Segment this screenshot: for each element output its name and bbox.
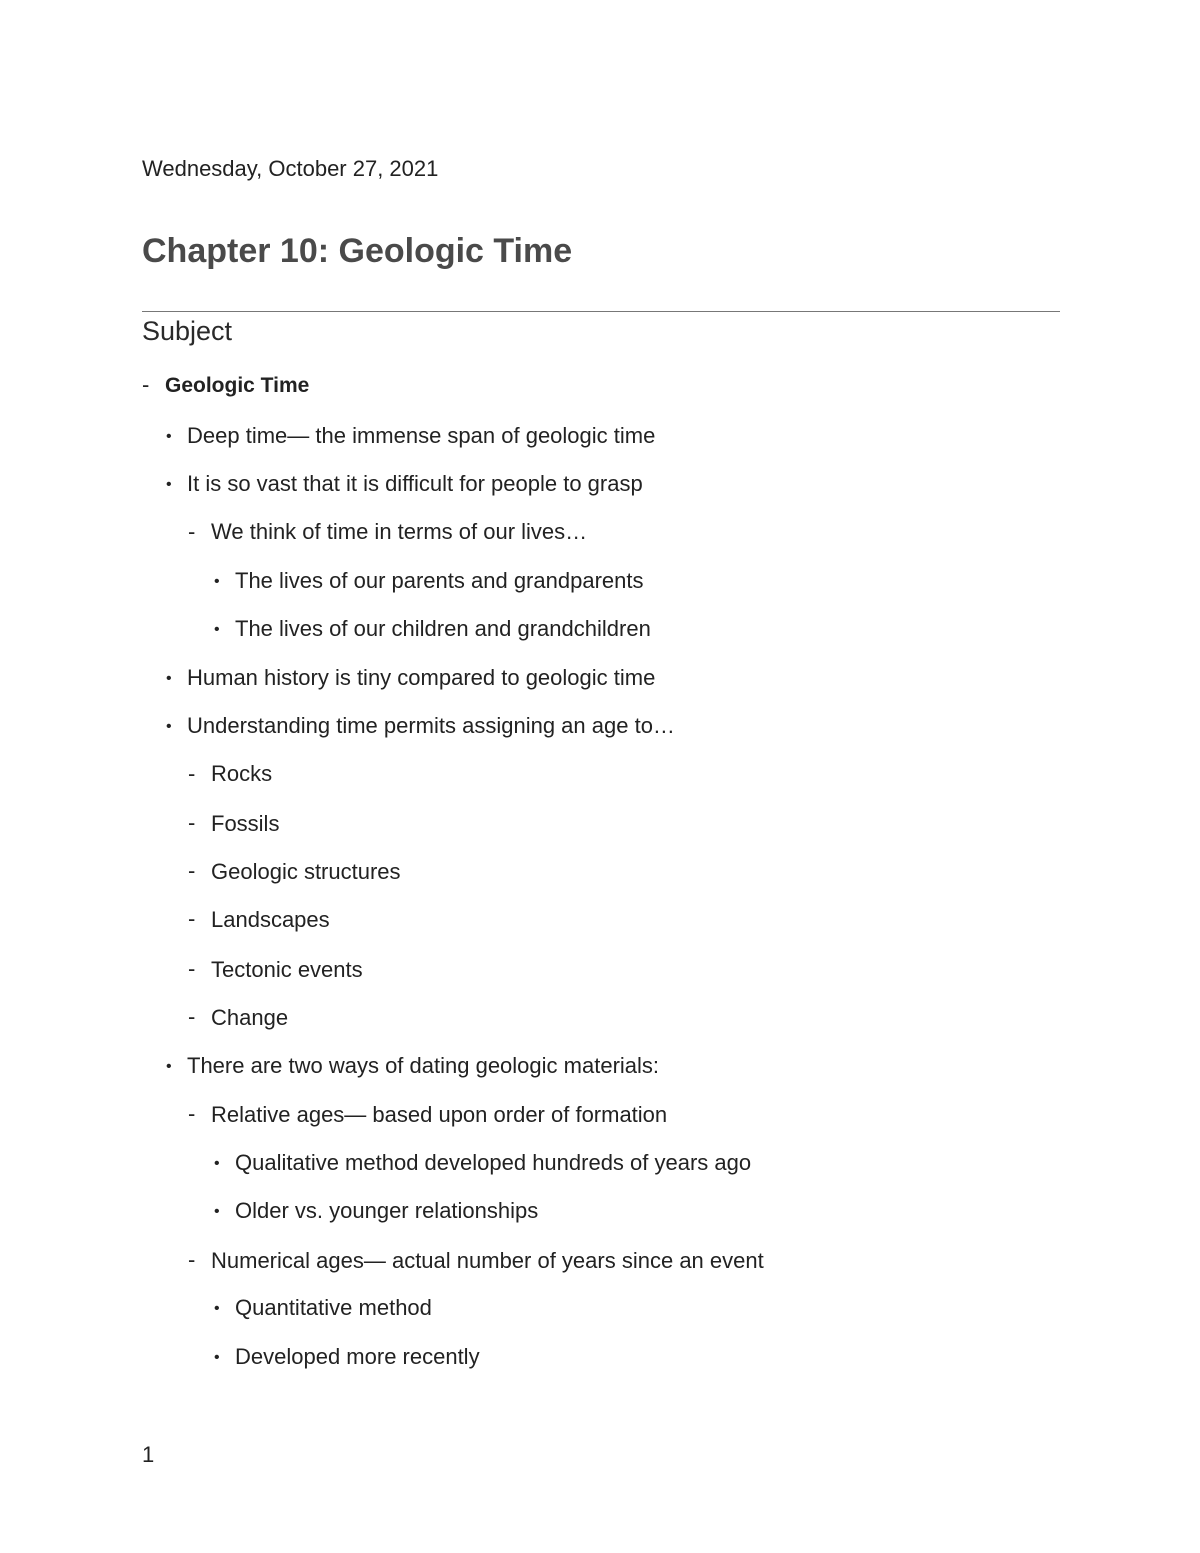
dash-marker: - xyxy=(188,858,196,883)
dash-marker: - xyxy=(188,906,196,931)
outline-item: The lives of our children and grandchildren xyxy=(235,616,651,641)
dash-marker: - xyxy=(188,956,196,981)
dash-marker: - xyxy=(188,519,196,544)
dash-marker: - xyxy=(188,761,196,786)
bullet-marker: • xyxy=(214,621,220,638)
note-date: Wednesday, October 27, 2021 xyxy=(142,156,439,181)
bullet-marker: • xyxy=(214,573,220,590)
outline-item: Qualitative method developed hundreds of years ago xyxy=(235,1150,752,1175)
outline-item: Geologic Time xyxy=(165,374,310,397)
dash-marker: - xyxy=(188,810,196,835)
bullet-marker: • xyxy=(166,670,172,687)
bullet-marker: • xyxy=(214,1155,220,1172)
outline-item: Developed more recently xyxy=(235,1344,480,1369)
outline-item: It is so vast that it is difficult for people to grasp xyxy=(187,471,643,496)
bullet-marker: • xyxy=(214,1203,220,1220)
dash-marker: - xyxy=(188,1101,196,1126)
outline-item: Understanding time permits assigning an age to… xyxy=(187,713,675,738)
outline-item: The lives of our parents and grandparents xyxy=(235,568,644,593)
outline-item: Change xyxy=(211,1005,289,1030)
outline-item: There are two ways of dating geologic materials: xyxy=(187,1053,660,1078)
bullet-marker: • xyxy=(166,428,172,445)
page-title: Chapter 10: Geologic Time xyxy=(142,232,573,270)
outline-item: Older vs. younger relationships xyxy=(235,1198,539,1223)
outline-item: Fossils xyxy=(211,811,280,836)
dash-marker: - xyxy=(142,372,150,397)
outline-item: Landscapes xyxy=(211,907,330,932)
bullet-marker: • xyxy=(166,476,172,493)
bullet-marker: • xyxy=(214,1300,220,1317)
outline-item: Human history is tiny compared to geologic time xyxy=(187,665,656,690)
title-divider xyxy=(142,311,1060,312)
page-number: 1 xyxy=(142,1442,155,1467)
outline-item: Rocks xyxy=(211,761,273,786)
outline-item: Deep time— the immense span of geologic time xyxy=(187,423,656,448)
outline-item: Geologic structures xyxy=(211,859,401,884)
bullet-marker: • xyxy=(214,1349,220,1366)
outline-item: Numerical ages— actual number of years since an event xyxy=(211,1248,764,1273)
outline-item: We think of time in terms of our lives… xyxy=(211,519,588,544)
outline-item: Relative ages— based upon order of formation xyxy=(211,1102,668,1127)
outline-item: Quantitative method xyxy=(235,1295,432,1320)
bullet-marker: • xyxy=(166,1058,172,1075)
bullet-marker: • xyxy=(166,718,172,735)
dash-marker: - xyxy=(188,1247,196,1272)
section-subject-heading: Subject xyxy=(142,316,233,346)
outline-item: Tectonic events xyxy=(211,957,363,982)
dash-marker: - xyxy=(188,1004,196,1029)
